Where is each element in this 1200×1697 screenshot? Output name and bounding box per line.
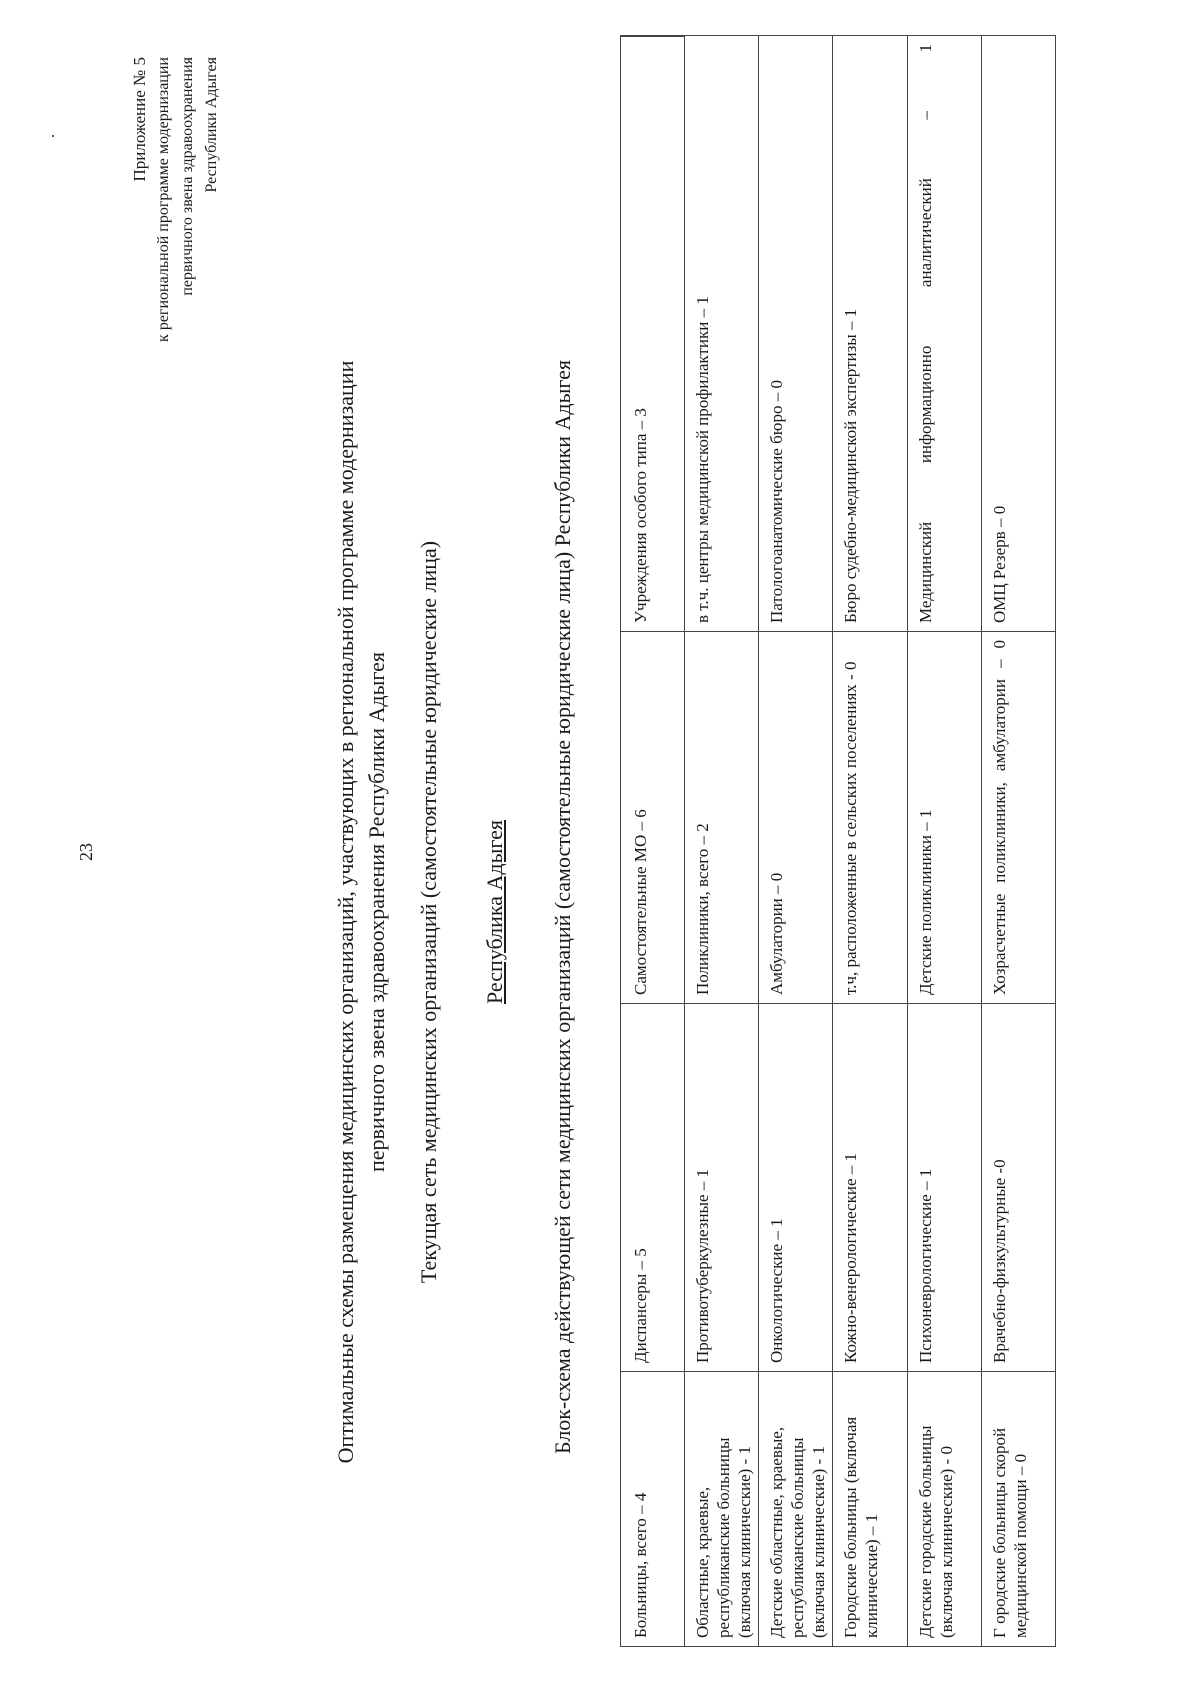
title-line: первичного звена здравоохранения Республики Адыгея [364,651,389,1173]
column-dispensaries [685,1003,1055,1371]
table-cell: Областные, краевые, республиканские больницы (включая клинические) - 1 [685,1372,759,1646]
table-cell: Врачебно-физкультурные -0 [989,1159,1009,1363]
appendix-title: Приложение № 5 [130,57,149,182]
table-cell: Детские областные, краевые, республиканские больницы (включая клинические) - 1 [759,1372,833,1646]
appendix-line: первичного звена здравоохранения [179,57,196,296]
table-cell: Бюро судебно-медицинской экспертизы – 1 [833,36,907,631]
table-cell: Поликлиники, всего – 2 [685,632,759,1003]
table-cell: Онкологические – 1 [759,1004,833,1371]
column-hospitals [685,1371,1055,1646]
table-cell: в т.ч. центры медицинской профилактики – 1 [685,36,759,631]
document-subtitle: Текущая сеть медицинских организаций (самостоятельные юридические лица) [416,540,441,1284]
table-cell: Противотуберкулезные – 1 [685,1004,759,1371]
column-header-dispensaries-label: Диспансеры – 5 [621,1003,685,1371]
region-heading: Республика Адыгея [482,820,507,1005]
appendix-line: Республики Адыгея [203,57,220,193]
table-cell: Психоневрологические – 1 [908,1004,982,1371]
table-cell: Кожно-венерологические – 1 [833,1004,907,1371]
column-header-special: Учреждения особого типа – 3 [621,36,685,631]
table-cell: Патологоанатомические бюро – 0 [759,36,833,631]
appendix-note [128,57,224,557]
scan-speck [52,135,54,137]
table-cell: т.ч, расположенные в сельских поселениях - 0 [833,632,907,1003]
column-header-independent: Самостоятельные МО – 6 [621,631,685,1003]
page-number: 23 [76,843,96,861]
title-line: Оптимальные схемы размещения медицинских организаций, участвующих в региональной программе модернизации [333,360,358,1464]
column-special [685,36,1055,631]
table-cell: Детские городские больницы (включая клинические) - 0 [908,1372,982,1646]
column-header-hospitals: Больницы, всего – 4 [621,1371,685,1646]
table-cell: Г ородские больницы скорой медицинской помощи – 0 [989,1427,1030,1638]
column-independent [685,631,1055,1003]
block-scheme-title: Блок-схема действующей сети медицинских организаций (самостоятельные юридические лица) Республики Адыгея [550,359,575,1455]
document-title [330,267,392,1557]
table-cell: Хозрасчетные поликлиники, амбулатории – 0 [989,640,1009,995]
table-cell: Медицинский информационно аналитический – 1 [908,36,982,631]
organization-table [620,35,1056,1647]
table-cell: Городские больницы (включая клинические) – 1 [833,1372,907,1646]
table-cell: Амбулатории – 0 [759,632,833,1003]
table-cell: Детские поликлиники – 1 [908,632,982,1003]
table-cell: ОМЦ Резерв – 0 [989,505,1009,623]
appendix-line: к региональной программе модернизации [155,57,172,342]
